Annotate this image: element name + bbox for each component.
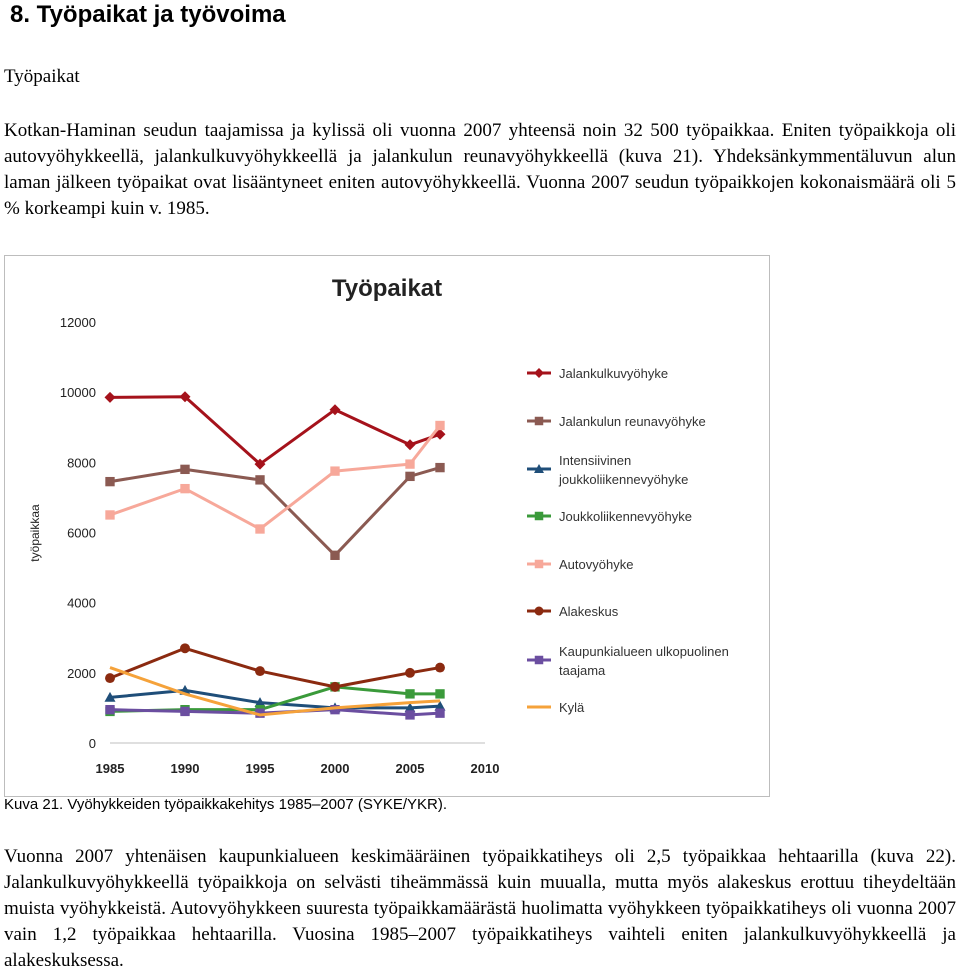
legend-label: Kaupunkialueen ulkopuolinen taajama <box>559 644 729 678</box>
data-point <box>435 663 445 673</box>
data-point <box>405 710 414 719</box>
data-point <box>435 689 444 698</box>
y-tick-label: 4000 <box>67 595 96 611</box>
y-tick-label: 12000 <box>59 315 96 330</box>
legend-swatch-marker <box>535 560 544 569</box>
y-tick-label: 6000 <box>67 525 96 541</box>
legend-item <box>527 366 668 381</box>
paragraph-intro: Kotkan-Haminan seudun taajamissa ja kylissä oli vuonna 2007 yhteensä noin 32 500 työpaikkaa. Eniten työpaikkoja oli autovyöhykkeellä, jalankulkuvyöhykkeellä ja jalankulun reunavyöhykkeellä (kuva 21). Yhdeksänkymmentäluvun alun laman jälkeen työpaikat ovat lisääntyneet eniten autovyöhykkeellä. Vuonna 2007 seudun työpaikkojen kokonaismäärä oli 5 % korkeampi kuin v. 1985. <box>4 120 956 219</box>
legend-item <box>527 414 706 429</box>
series-layer <box>105 391 446 719</box>
x-tick-label: 2000 <box>320 761 350 776</box>
data-point <box>105 477 114 486</box>
data-point <box>105 392 116 403</box>
data-point <box>405 472 414 481</box>
data-point <box>435 421 444 430</box>
series-line <box>110 425 440 528</box>
x-tick-label: 2010 <box>470 761 500 776</box>
data-point <box>405 459 414 468</box>
data-point <box>435 709 444 718</box>
data-point <box>330 682 340 692</box>
legend-label: Autovyöhyke <box>559 557 634 572</box>
chart-title: Työpaikat <box>331 275 443 302</box>
legend-label: Intensiivinen joukkoliikennevyöhyke <box>559 453 689 487</box>
data-point <box>405 668 415 678</box>
chart-frame <box>4 255 770 797</box>
legend-label: Kylä <box>559 700 585 715</box>
y-tick-label: 10000 <box>59 385 96 401</box>
data-point <box>255 666 265 676</box>
legend-label: Joukkoliikennevyöhyke <box>559 509 692 524</box>
data-point <box>180 707 189 716</box>
paragraph-density: Vuonna 2007 yhtenäisen kaupunkialueen keskimääräinen työpaikkatiheys oli 2,5 työpaikkaa hehtaarilla (kuva 22). Jalankulkuvyöhykkeellä työpaikkoja on selvästi tiheämmässä kuin muualla, mutta myös alakeskus erottuu tiheydeltään muista vyöhykkeistä. Autovyöhykkeen suuresta työpaikkamäärästä huolimatta vyöhykkeen työpaikkatiheys oli vuonna 2007 vain 1,2 työpaikkaa hehtaarilla. Vuosina 1985–2007 työpaikkatiheys vaihteli eniten jalankulkuvyöhykkeellä ja alakeskuksessa. <box>4 846 956 971</box>
legend-swatch-marker <box>534 368 544 378</box>
legend-label: Jalankulun reunavyöhyke <box>559 414 706 429</box>
legend-label: Jalankulkuvyöhyke <box>559 366 669 381</box>
data-point <box>330 466 339 475</box>
line-chart <box>5 256 769 796</box>
data-point <box>105 510 114 519</box>
section-heading: 8. Työpaikat ja työvoima <box>10 1 286 28</box>
data-point <box>330 551 339 560</box>
series-1 <box>105 463 444 560</box>
legend-item <box>527 700 585 715</box>
series-0 <box>105 391 446 469</box>
x-tick-label: 2005 <box>395 761 425 776</box>
data-point <box>105 673 115 683</box>
series-line <box>110 468 440 556</box>
data-point <box>105 705 114 714</box>
series-2 <box>105 685 446 712</box>
series-line <box>110 397 440 464</box>
x-tick-label: 1985 <box>95 761 125 776</box>
legend-item <box>527 557 633 572</box>
chart-legend <box>527 366 729 715</box>
legend-swatch-marker <box>535 607 544 616</box>
y-axis-label: työpaikkaa <box>28 504 42 562</box>
legend-label: Alakeskus <box>559 604 619 619</box>
data-point <box>255 524 264 533</box>
legend-swatch-marker <box>535 656 544 665</box>
x-tick-label: 1990 <box>170 761 200 776</box>
data-point <box>435 463 444 472</box>
y-tick-label: 0 <box>88 736 96 751</box>
y-tick-label: 8000 <box>67 455 96 471</box>
legend-item <box>527 453 688 487</box>
data-point <box>180 484 189 493</box>
data-point <box>255 475 264 484</box>
data-point <box>180 465 189 474</box>
legend-item <box>527 509 692 524</box>
y-tick-label: 2000 <box>67 665 96 681</box>
legend-item <box>527 644 729 678</box>
data-point <box>405 439 416 450</box>
subheading: Työpaikat <box>4 66 80 87</box>
legend-swatch-marker <box>535 417 544 426</box>
x-tick-label: 1995 <box>245 761 275 776</box>
legend-swatch-marker <box>535 512 544 521</box>
legend-item <box>527 604 619 619</box>
figure-caption: Kuva 21. Vyöhykkeiden työpaikkakehitys 1985–2007 (SYKE/YKR). <box>4 796 448 813</box>
data-point <box>180 643 190 653</box>
series-line <box>110 648 440 687</box>
data-point <box>405 689 414 698</box>
